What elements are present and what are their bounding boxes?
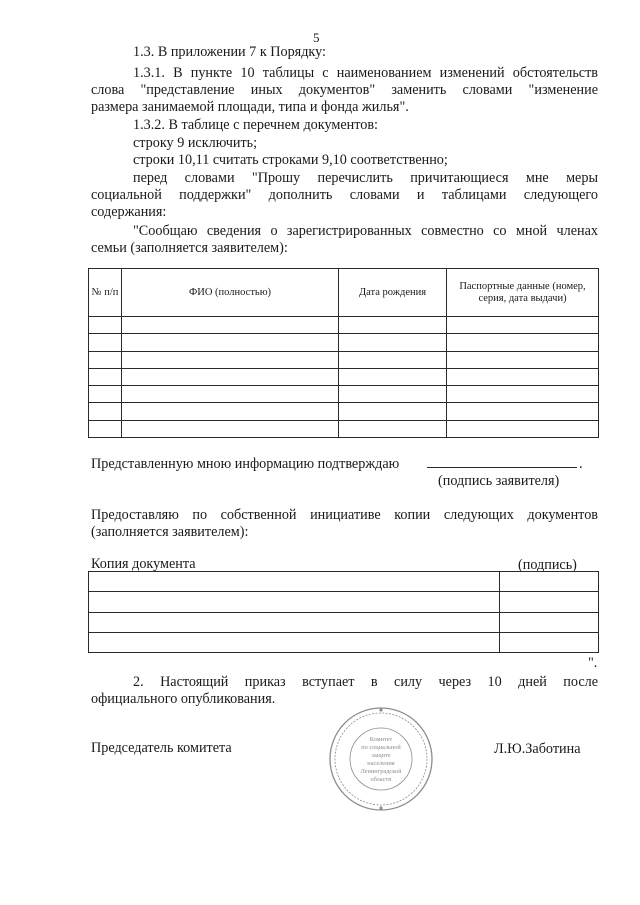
applicant-signature-caption: (подпись заявителя) xyxy=(438,473,560,489)
copies-table-row xyxy=(89,572,599,592)
copy-signature-cell[interactable] xyxy=(500,612,599,632)
family-table-row xyxy=(89,420,599,437)
family-table-cell[interactable] xyxy=(89,351,122,368)
family-table-cell[interactable] xyxy=(447,420,599,437)
copy-document-cell[interactable] xyxy=(89,632,500,652)
family-table-cell[interactable] xyxy=(447,351,599,368)
copies-column-document: Копия документа xyxy=(91,556,196,572)
signer-position: Председатель комитета xyxy=(91,740,232,756)
header-full-name: ФИО (полностью) xyxy=(122,269,339,317)
seal-inner-line: по социальной xyxy=(361,744,401,751)
copies-table-row xyxy=(89,592,599,612)
family-table-cell[interactable] xyxy=(122,420,339,437)
family-table-cell[interactable] xyxy=(89,368,122,385)
family-table-cell[interactable] xyxy=(339,386,447,403)
copies-intro-line1: Предоставляю по собственной инициативе копии следующих документов xyxy=(91,507,598,523)
confirm-text: Представленную мною информацию подтверждаю xyxy=(91,456,400,472)
seal-inner-line: Комитет xyxy=(369,736,393,743)
header-number: № п/п xyxy=(89,269,122,317)
family-table-row xyxy=(89,368,599,385)
seal-inner-line: области xyxy=(370,776,392,783)
family-table-cell[interactable] xyxy=(339,317,447,334)
final-paragraph-line2: официального опубликования. xyxy=(91,691,276,707)
paragraph-family-line1: "Сообщаю сведения о зарегистрированных совместно со мной членах xyxy=(133,223,598,239)
copies-table-row xyxy=(89,632,599,652)
family-table-cell[interactable] xyxy=(89,386,122,403)
paragraph-1-3-1-line1: 1.3.1. В пункте 10 таблицы с наименованием изменений обстоятельств xyxy=(133,65,598,81)
seal-inner-line: Ленинградской xyxy=(360,768,402,775)
family-table-header-row xyxy=(89,269,599,317)
paragraph-1-3-2: 1.3.2. В таблице с перечнем документов: xyxy=(133,117,378,133)
copy-signature-cell[interactable] xyxy=(500,572,599,592)
paragraph-insert-line1: перед словами "Прошу перечислить причитающиеся мне меры xyxy=(133,170,598,186)
copies-intro-line2: (заполняется заявителем): xyxy=(91,524,249,540)
copy-document-cell[interactable] xyxy=(89,572,500,592)
family-table-cell[interactable] xyxy=(122,386,339,403)
family-table-cell[interactable] xyxy=(447,386,599,403)
paragraph-renumber-rows: строки 10,11 считать строками 9,10 соответственно; xyxy=(133,152,448,168)
copies-column-signature: (подпись) xyxy=(518,557,577,573)
family-table-cell[interactable] xyxy=(122,351,339,368)
official-seal-stamp xyxy=(327,705,435,813)
family-table-cell[interactable] xyxy=(447,317,599,334)
paragraph-insert-line2: социальной поддержки" дополнить словами и таблицами следующего xyxy=(91,187,598,203)
family-table-cell[interactable] xyxy=(122,334,339,351)
confirm-trailing-dot: . xyxy=(579,456,583,472)
family-table-row xyxy=(89,351,599,368)
family-table-cell[interactable] xyxy=(122,317,339,334)
family-table-cell[interactable] xyxy=(339,403,447,420)
copy-signature-cell[interactable] xyxy=(500,632,599,652)
family-table-cell[interactable] xyxy=(89,317,122,334)
family-table-cell[interactable] xyxy=(447,368,599,385)
header-birth-date: Дата рождения xyxy=(339,269,447,317)
family-table-cell[interactable] xyxy=(339,420,447,437)
family-table-row xyxy=(89,334,599,351)
paragraph-1-3-1-line2: слова "представление иных документов" заменить словами "изменение xyxy=(91,82,598,98)
family-table-cell[interactable] xyxy=(89,420,122,437)
applicant-signature-line[interactable] xyxy=(427,466,577,468)
final-paragraph-line1: 2. Настоящий приказ вступает в силу через 10 дней после xyxy=(133,674,598,690)
header-passport-data: Паспортные данные (номер, серия, дата выдачи) xyxy=(447,269,599,317)
family-table-cell[interactable] xyxy=(122,368,339,385)
family-table-row xyxy=(89,317,599,334)
document-copies-table xyxy=(88,571,599,653)
paragraph-insert-line3: содержания: xyxy=(91,204,167,220)
family-table-cell[interactable] xyxy=(447,403,599,420)
paragraph-family-line2: семьи (заполняется заявителем): xyxy=(91,240,288,256)
family-table-cell[interactable] xyxy=(89,334,122,351)
paragraph-delete-row: строку 9 исключить; xyxy=(133,135,258,151)
page-number: 5 xyxy=(313,30,320,45)
copy-signature-cell[interactable] xyxy=(500,592,599,612)
family-table-cell[interactable] xyxy=(339,351,447,368)
family-members-table xyxy=(88,268,599,438)
paragraph-1-3-1-line3: размера занимаемой площади, типа и фонда жилья". xyxy=(91,99,409,115)
seal-inner-line: населения xyxy=(367,760,395,767)
closing-quote: ". xyxy=(588,655,598,671)
family-table-row xyxy=(89,386,599,403)
seal-inner-line: защите xyxy=(371,752,391,759)
copy-document-cell[interactable] xyxy=(89,592,500,612)
family-table-cell[interactable] xyxy=(89,403,122,420)
copies-table-row xyxy=(89,612,599,632)
family-table-row xyxy=(89,403,599,420)
family-table-cell[interactable] xyxy=(447,334,599,351)
family-table-cell[interactable] xyxy=(122,403,339,420)
paragraph-1-3: 1.3. В приложении 7 к Порядку: xyxy=(133,44,326,60)
family-table-cell[interactable] xyxy=(339,334,447,351)
family-table-cell[interactable] xyxy=(339,368,447,385)
copy-document-cell[interactable] xyxy=(89,612,500,632)
signer-name: Л.Ю.Заботина xyxy=(494,741,581,757)
